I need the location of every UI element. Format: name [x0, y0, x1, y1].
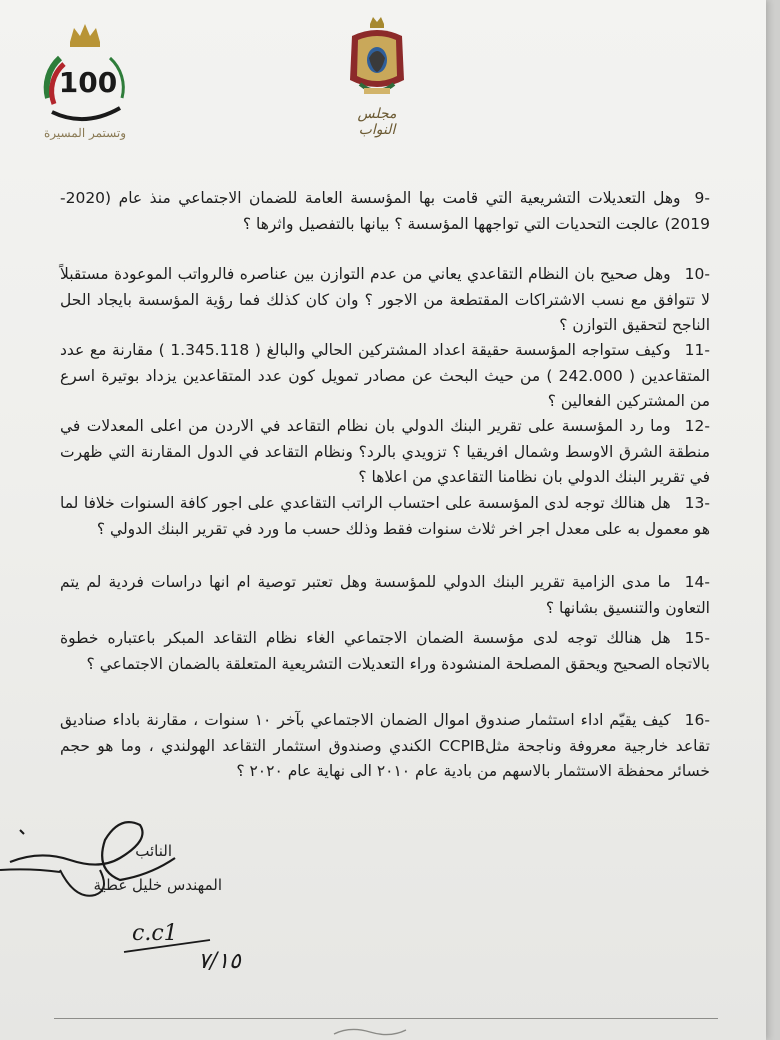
question-text: وهل التعديلات التشريعية التي قامت بها المؤسسة العامة للضمان الاجتماعي منذ عام (2020-2019) عالجت التحديات التي تواجهها المؤسسة ؟ بيانها بالتفصيل واثرها ؟: [60, 189, 710, 233]
signatory-title: النائب: [135, 842, 172, 860]
coat-of-arms-icon: [342, 14, 412, 104]
question-number: -11: [684, 341, 710, 359]
handwritten-note-line1: c.c1: [132, 921, 178, 946]
question-number: -10: [684, 265, 710, 283]
centenary-tagline: وتستمر المسيرة: [44, 126, 126, 140]
question-number: -15: [684, 629, 710, 647]
centenary-logo: [30, 20, 140, 145]
handwritten-note-line2: ٧/١٥: [198, 949, 241, 974]
signature-scribble-icon: [0, 810, 230, 920]
question-number: -9: [694, 189, 710, 207]
question-10: [60, 262, 710, 339]
question-16: [60, 708, 710, 785]
question-text: وهل صحيح بان النظام التقاعدي يعاني من عدم التوازن بين عناصره فالرواتب الموعودة مستقبلاً لا تتوافق مع نسب الاشتراكات المقتطعة من الاجور ؟ وان كان كذلك فما رؤية المؤسسة بايجاد الحل الناجح لتحقيق التوازن ؟: [60, 265, 710, 334]
signatory-name: المهندس خليل عطية: [93, 876, 222, 894]
question-text: ما مدى الزامية تقرير البنك الدولي للمؤسسة وهل تعتبر توصية ام انها دراسات فردية لم يتم التعاون والتنسيق بشانها ؟: [60, 573, 710, 617]
footer-seal-icon: [330, 1024, 410, 1038]
emblem-caption: مجلس النواب: [357, 106, 397, 138]
question-number: -12: [684, 417, 710, 435]
question-9: [60, 186, 710, 237]
question-text: هل هنالك توجه لدى مؤسسة الضمان الاجتماعي الغاء نظام التقاعد المبكر باعتباره خطوة بالاتجاه الصحيح ويحقق المصلحة المنشودة وراء التعديلات التشريعية المتعلقة بالضمان الاجتماعي ؟: [60, 629, 710, 673]
coat-of-arms: [342, 14, 412, 138]
question-number: -14: [684, 573, 710, 591]
question-text: وكيف ستواجه المؤسسة حقيقة اعداد المشتركين الحالي والبالغ ( 1.345.118 ) مقارنة مع عدد المتقاعدين ( 242.000 ) من حيث البحث عن مصادر تمويل كون عدد المتقاعدين يزداد بوتيرة اسرع من المشتركين الفعالين ؟: [60, 341, 710, 410]
question-text: هل هنالك توجه لدى المؤسسة على احتساب الراتب التقاعدي على اجور كافة السنوات خلافا لما هو معمول به على معدل اجر اخر ثلاث سنوات فقط وذلك حسب ما ورد في تقرير البنك الدولي ؟: [60, 494, 710, 538]
question-15: [60, 626, 710, 677]
question-14: [60, 570, 710, 621]
question-number: -13: [684, 494, 710, 512]
centenary-number: 100: [58, 66, 118, 99]
question-text: وما رد المؤسسة على تقرير البنك الدولي بان نظام التقاعد في الاردن من اعلى المعدلات في منطقة الشرق الاوسط وشمال افريقيا ؟ تزويدي بالرد؟ ونظام التقاعد في الدول المقارنة التي ظهرت في تقرير البنك الدولي بان نظامنا التقاعدي من اعلاها ؟: [60, 417, 710, 486]
question-text: كيف يقيّم اداء استثمار صندوق اموال الضمان الاجتماعي بآخر ١٠ سنوات ، مقارنة باداء صناديق تقاعد خارجية معروفة وناجحة مثلCCPIB الكندي وصندوق استثمار التقاعد الهولندي ، وما هو حجم خسائر محفظة الاستثمار بالاسهم من بادية عام ٢٠١٠ الى نهاية عام ٢٠٢٠ ؟: [60, 711, 710, 780]
handwritten-note: [120, 910, 280, 980]
footer-divider: [54, 1018, 718, 1019]
centenary-logo-icon: [30, 20, 140, 125]
question-12: [60, 414, 710, 491]
question-11: [60, 338, 710, 415]
question-13: [60, 491, 710, 542]
question-number: -16: [684, 711, 710, 729]
